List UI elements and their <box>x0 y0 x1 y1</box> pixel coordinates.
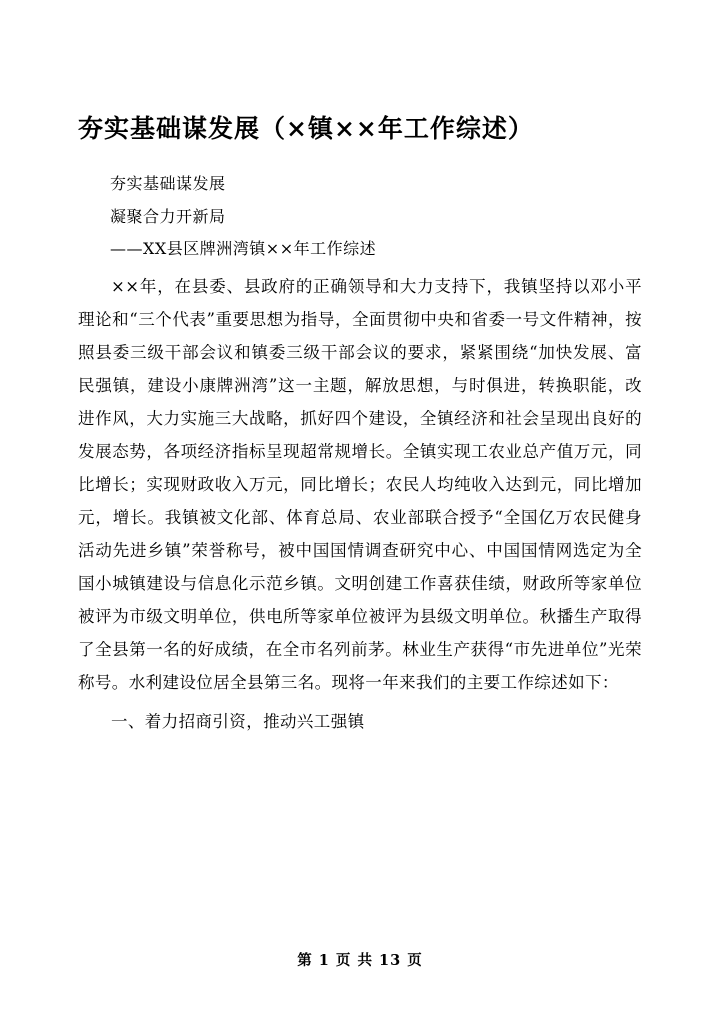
page-title: 夯实基础谋发展（×镇××年工作综述） <box>78 114 534 143</box>
page-footer: 第 1 页 共 13 页 <box>297 952 423 969</box>
body-paragraph: ××年，在县委、县政府的正确领导和大力支持下，我镇坚持以邓小平理论和“三个代表”重要思想为指导，全面贯彻中央和省委一号文件精神，按照县委三级干部会议和镇委三级干部会议的要求，紧紧围绕“加快发展、富民强镇，建设小康牌洲湾”这一主题，解放思想，与时俱进，转换职能，改进作风，大力实施三大战略，抓好四个建设，全镇经济和社会呈现出良好的发展态势，各项经济指标呈现超常规增长。全镇实现工农业总产值万元，同比增长；实现财政收入万元，同比增长；农民人均纯收入达到元，同比增加元，增长。我镇被文化部、体育总局、农业部联合授予“全国亿万农民健身活动先进乡镇”荣誉称号，被中国国情调查研究中心、中国国情网选定为全国小城镇建设与信息化示范乡镇。文明创建工作喜获佳绩，财政所等家单位被评为市级文明单位，供电所等家单位被评为县级文明单位。秋播生产取得了全县第一名的好成绩，在全市名列前茅。林业生产获得“市先进单位”光荣称号。水利建设位居全县第三名。现将一年来我们的主要工作综述如下： <box>78 277 642 693</box>
subtitle-line-2: 凝聚合力开新局 <box>110 206 226 226</box>
subtitle-line-1: 夯实基础谋发展 <box>110 173 226 193</box>
section-heading: 一、着力招商引资，推动兴工强镇 <box>111 712 365 732</box>
source-line: ——XX县区牌洲湾镇××年工作综述 <box>110 239 377 259</box>
